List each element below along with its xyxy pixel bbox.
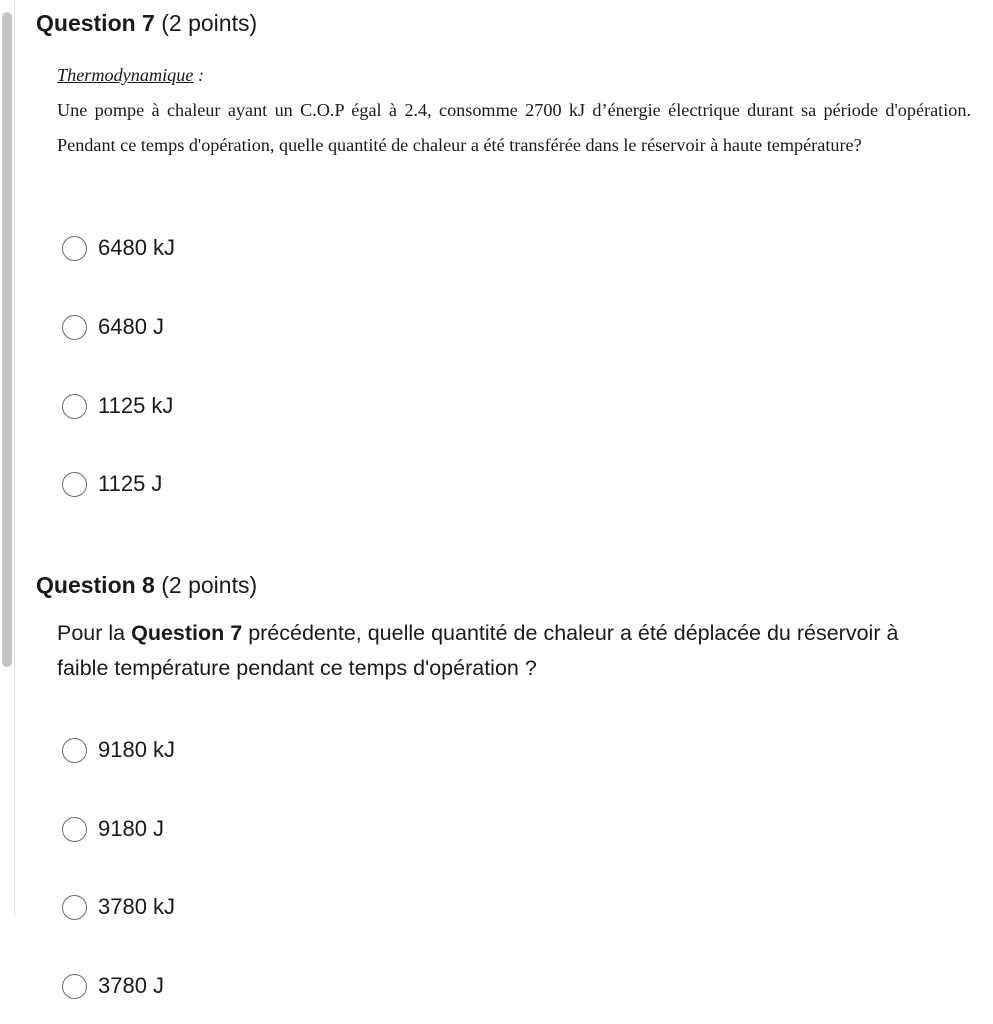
question-reference: Question 7 <box>131 621 243 645</box>
question-topic-suffix: : <box>193 65 204 85</box>
question-8 <box>36 570 971 686</box>
scrollbar-track[interactable] <box>0 0 15 916</box>
radio-button[interactable] <box>62 472 87 497</box>
question-header <box>36 570 971 600</box>
question-number: Question 7 <box>36 10 155 36</box>
answer-label[interactable]: 9180 kJ <box>98 737 176 762</box>
answer-label[interactable]: 1125 kJ <box>98 393 174 418</box>
answer-label[interactable]: 6480 kJ <box>98 235 176 260</box>
question-text-suffix: précédente, quelle quantité de chaleur a été déplacée du réservoir à faible température pendant ce temps d'opération ? <box>57 621 899 680</box>
radio-button[interactable] <box>62 974 87 999</box>
radio-button[interactable] <box>62 315 87 340</box>
question-text-prefix: Pour la <box>57 621 132 645</box>
answer-option-q7-2[interactable] <box>62 312 164 342</box>
question-number: Question 8 <box>36 572 155 598</box>
scrollbar-thumb[interactable] <box>2 12 12 667</box>
radio-button[interactable] <box>62 738 87 763</box>
answer-label[interactable]: 6480 J <box>98 314 165 339</box>
answer-label[interactable]: 9180 J <box>98 816 165 841</box>
question-text: Une pompe à chaleur ayant un C.O.P égal à 2.4, consomme 2700 kJ d’énergie électrique durant sa période d'opération. Pendant ce temps d'opération, quelle quantité de chaleur a été transférée dans le réservoir à haute température? <box>57 100 971 155</box>
answer-label[interactable]: 3780 kJ <box>98 894 176 919</box>
radio-button[interactable] <box>62 817 87 842</box>
answer-option-q8-4[interactable] <box>62 971 164 1001</box>
question-text <box>57 616 917 686</box>
answer-label[interactable]: 1125 J <box>98 471 163 496</box>
answer-option-q7-3[interactable] <box>62 391 173 421</box>
radio-button[interactable] <box>62 394 87 419</box>
question-points: (2 points) <box>161 572 258 598</box>
question-points: (2 points) <box>161 10 258 36</box>
answer-option-q8-1[interactable] <box>62 735 175 765</box>
answer-option-q8-2[interactable] <box>62 814 164 844</box>
question-topic-line <box>57 58 971 93</box>
question-7 <box>36 8 971 163</box>
answer-option-q7-4[interactable] <box>62 469 162 499</box>
radio-button[interactable] <box>62 236 87 261</box>
answer-option-q7-1[interactable] <box>62 233 175 263</box>
question-topic: Thermodynamique <box>57 65 194 85</box>
question-header <box>36 8 971 38</box>
answer-option-q8-3[interactable] <box>62 892 175 922</box>
answer-label[interactable]: 3780 J <box>98 973 165 998</box>
radio-button[interactable] <box>62 895 87 920</box>
